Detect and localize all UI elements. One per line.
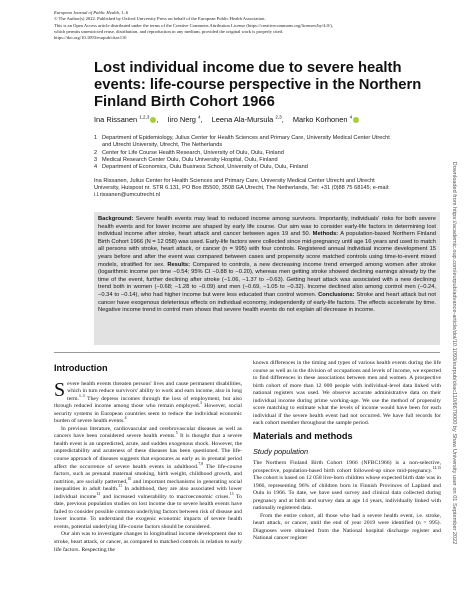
intro-paragraph-2: In previous literature, cardiovascular and cerebrovascular diseases as well as cancers have been considered severe health events.$^5$ It is thought that a severe health event is an unpredicted, acute, and sudden exogenous shock. However, the unpredictability and acuteness of these diseases has been questioned. The life-course approach of diseases suggests that exposures as early as in prenatal period affect the occurrence of severe health events in adulthood.$^{7,8}$ The life-course factors, such as prenatal maternal smoking, birth weight, childhood growth, and nutrition, are socially patterned,$^{10}$ and important mechanisms in generating social inequalities in adult health.$^{11}$ In adulthood, they are also associated with lower individual income$^{12}$ and increased vulnerability to macroeconomic crises.$^{13}$ To date, previous population studies on lost income due to severe health events have failed to consider possible common underlying factors between risk of disease and lower income. To understand the exogenic economic impacts of severe health events, potential underlying life-course factors should be considered.	[54, 425, 242, 530]
orcid-icon[interactable]	[353, 117, 359, 123]
intro-paragraph-1: Severe health events threaten persons' lives and cause permanent disabilities, which in turn reduce survivors' ability to work and earn income, also in long term.$^{1-3}$ They depress incomes through the loss of employment, but also through reduced income among those who remain employed.$^3$ However, social security systems in European countries seem to reduce the individual economic burden of severe health events.$^4$	[54, 378, 242, 425]
journal-name: European Journal of Public Health	[54, 10, 119, 15]
download-watermark	[448, 118, 460, 588]
right-column	[253, 360, 441, 543]
author-1[interactable]: Ina Rissanen $^{1,2,3}$ ,	[94, 115, 159, 125]
abstract-conclusions: Stroke and heart attack but not cancer have exogenous deleterious effects on individual economy, independently of early-life factors. The effects accelerate by time. Negative income trend in control men shows that severe health events do not explain all decrease in income.	[98, 291, 436, 314]
affiliation-item: 1 Department of Epidemiology, Julius Center for Health Sciences and Primary Care, University Medical Center Utrecht	[94, 135, 390, 141]
affiliation-item: 2 Center for Life Course Health Research, University of Oulu, Oulu, Finland	[94, 149, 284, 156]
study-paragraph-2: From the entire cohort, all those who had a severe health event, i.e. stroke, heart attack, or cancer, until the end of year 2019 were identified (n = 995). Diagnoses were obtained from the National hospital discharge register and National cancer register	[253, 512, 441, 542]
introduction-heading: Introduction	[54, 363, 108, 373]
abstract-conclusions-label: Conclusions:	[318, 291, 355, 298]
dropcap: S	[54, 378, 66, 401]
orcid-icon[interactable]	[150, 117, 156, 123]
affiliation-item: and Utrecht University, Utrecht, The Netherlands	[102, 142, 223, 149]
article-title: Lost individual income due to severe health events: life-course perspective in the Northern Finland Birth Cohort 1966	[94, 60, 422, 110]
study-population-heading: Study population	[253, 447, 309, 457]
abstract-box	[94, 212, 440, 345]
correspondence-line-2: University, Huispost nr. STR 6.131, PO Box 85500, 3508 GA Utrecht, The Netherlands, Tel: +31 (0)88 75 68145; e-mail:	[94, 185, 390, 192]
abstract-methods: A population-based Northern Finland Birth Cohort 1966 (N = 12 058) was used. Early-life factors were collected since mid-pregnancy until age 16 years and used to match all persons with stroke, heart attack, or cancer (n = 995) with four controls. Registered annual individual income development 15 years before and after the event was compared between cases and propensity score matched controls using time-to-event mixed models, stratified for sex.	[98, 231, 436, 268]
abstract-background-label: Background:	[98, 216, 134, 222]
abstract-results: Compared to controls, a new decreasing income trend emerged among women after stroke (logarithmic income per time −0.54; 95% CI −0.88 to −0.20), whereas men getting stroke showed declining earnings already by the time of the event, further declining after stroke (−1.06, −1.37 to −0.63). Getting heart attack was associated with a new declining trend both in women (−0.68; −1.28 to −0.09) and men (−0.69, −1.05 to −0.32). Income declined also among control men (−0.24, −0.34 to −0.14), who had higher income but were less educated than control women.	[98, 261, 436, 298]
download-watermark-text: Downloaded from https://academic.oup.com/eurpub/advance-article/doi/10.1093/eurpub/ckac110/6679000 by Shaw University user on 01 September 2022	[451, 161, 457, 545]
section-divider	[54, 352, 440, 353]
author-list	[94, 115, 444, 124]
journal-pages: , 1–6	[118, 10, 129, 15]
affiliation-list	[94, 135, 439, 171]
correspondence	[94, 178, 439, 200]
methods-heading: Materials and methods	[253, 430, 353, 441]
affiliation-item: 4 Department of Economics, Oulu Business School, University of Oulu, Oulu, Finland	[94, 164, 308, 171]
author-2[interactable]: Iiro Nerg $^4$,	[167, 115, 203, 125]
license-line-1: This is an Open Access article distributed under the terms of the Creative Commons Attribution License (https://creativecommons.org/licenses/by/4.0/),	[54, 22, 333, 28]
right-paragraph-1: known differences in the timing and types of various health events during the life course as well as in the division of occupations and levels of income, we expected to find differences in these associations between men and women. A prospective birth cohort of more than 12 000 people with individual-level data linked with national registers was used. We observe accurate administrative data on their individual income during prime working-age. We use the method of propensity score matching to estimate what the levels of income would have been for each individual if the severe health event had not occurred. We have full records for each cohort member throughout the sample period.	[253, 360, 441, 427]
copyright-line: © The Author(s) 2022. Published by Oxford University Press on behalf of the European Public Health Association.	[54, 16, 266, 22]
author-3[interactable]: Leena Ala-Mursula $^{2,3}$,	[211, 115, 284, 125]
journal-header	[54, 10, 434, 41]
license-line-2: which permits unrestricted reuse, distribution, and reproduction in any medium, provided the original work is properly cited.	[54, 28, 284, 34]
abstract-background: Severe health events may lead to reduced income among survivors. Importantly, individuals' risks for both severe health events and for lower income are shaped by early life course. Our aim was to consider early-life factors in determining lost individual income after stroke, heart attack and cancer between ages 19 and 50.	[98, 216, 436, 238]
abstract-methods-label: Methods:	[312, 231, 339, 238]
left-column	[54, 360, 242, 554]
abstract-results-label: Results:	[167, 261, 191, 268]
intro-paragraph-3: Our aim was to investigate changes in longitudinal income development due to stroke, heart attack, or cancer, as compared to matched controls in relation to early life factors. Respecting the	[54, 531, 242, 553]
study-paragraph-1: The Northern Finland Birth Cohort 1966 (NFBC1966) is a non-selective, prospective, population-based birth cohort followed-up since mid-pregnancy.$^{14,15}$ The cohort is based on 12 058 live-born children whose expected birth date was in 1966, representing 96% of children born in Finnish Provinces of Lapland and Oulu in 1966. To date, we have used survey and clinical data collected during pregnancy and at birth and survey data at age 14 years, individually linked with nationally registered data.	[253, 460, 441, 512]
author-4[interactable]: Marko Korhonen $^4$	[293, 115, 359, 124]
correspondence-email[interactable]: i.l.rissanen@umcutrecht.nl	[94, 192, 160, 199]
correspondence-line-1: Ina Rissanen, Julius Center for Health Sciences and Primary Care, University Medical Center Utrecht and Utrecht	[94, 178, 375, 184]
doi-link[interactable]: https://doi.org/10.1093/eurpub/ckac110	[54, 35, 127, 41]
affiliation-item: 3 Medical Research Center Oulu, Oulu University Hospital, Oulu, Finland	[94, 156, 278, 163]
